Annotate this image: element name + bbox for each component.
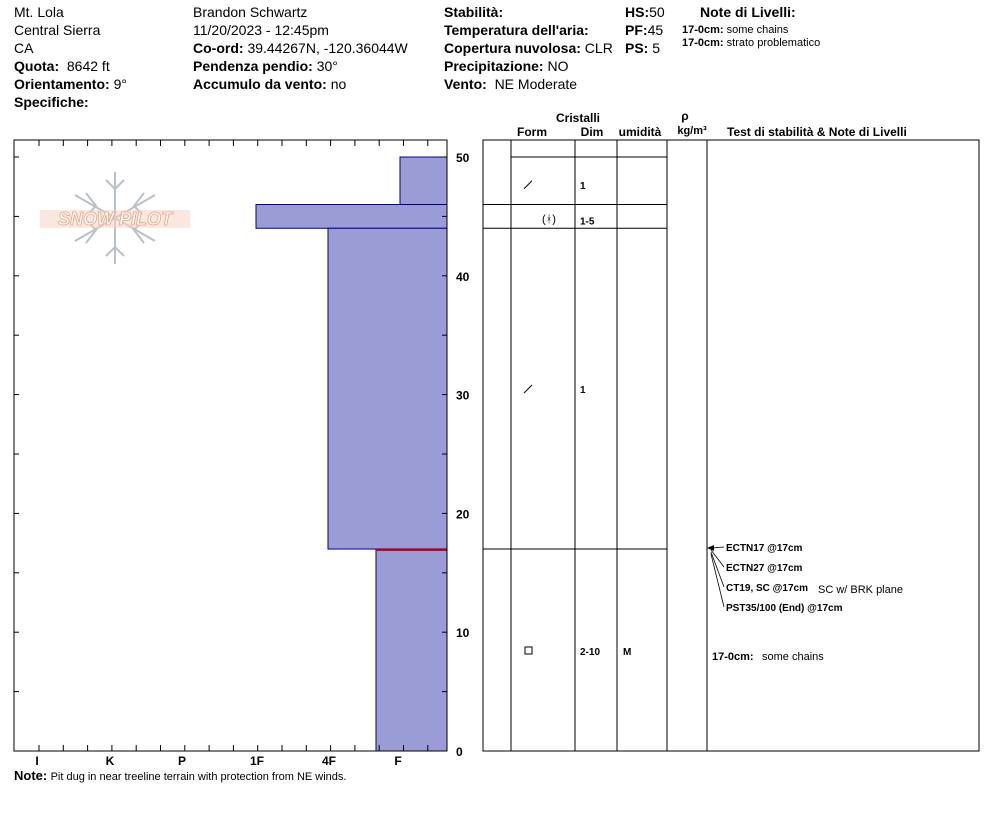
layer-rows: [483, 157, 667, 658]
layer-table-frame: [483, 140, 979, 751]
note-label: Note:: [14, 768, 48, 783]
range-name: Central Sierra: [14, 22, 101, 38]
y-tick-label: 20: [456, 507, 470, 522]
elevation-label: Quota:: [14, 58, 60, 74]
datetime: 11/20/2023 - 12:45pm: [193, 22, 329, 38]
hardness-layer-bar: [376, 549, 447, 751]
snowpilot-logo: [40, 172, 190, 264]
layer-note-text: some chains: [726, 24, 789, 36]
layer-note-depth: 17-0cm:: [712, 651, 754, 663]
rho-header: ρ: [681, 109, 689, 123]
wind-value: NE Moderate: [494, 76, 578, 92]
stability-label: Stabilità:: [444, 4, 504, 20]
wind-load-value: no: [330, 76, 347, 92]
aspect-value: 9°: [113, 76, 127, 92]
wind-load-label: Accumulo da vento:: [193, 76, 327, 92]
x-tick-label: K: [105, 754, 115, 768]
layer-note-depth: 17-0cm:: [682, 37, 724, 49]
test-code: CT19, SC @17cm: [726, 583, 809, 594]
elevation-value: 8642 ft: [66, 58, 110, 74]
test-code: ECTN27 @17cm: [726, 563, 803, 574]
y-tick-label: 50: [456, 151, 470, 165]
note-text: Pit dug in near treeline terrain with protection from NE winds.: [50, 771, 347, 783]
air-temp-label: Temperatura dell'aria:: [444, 22, 589, 38]
pf: [625, 22, 663, 39]
location-name: Mt. Lola: [14, 4, 64, 20]
density-header: kg/m³: [677, 125, 707, 137]
ps: [625, 40, 660, 57]
x-tick-label: 1F: [249, 754, 265, 768]
coord-label: Co-ord:: [193, 40, 244, 56]
ps-value: 5: [652, 40, 661, 56]
hardness-layer-bar: [256, 205, 447, 229]
test-arrow-icon: [707, 545, 714, 551]
test-leader-line: [711, 547, 724, 548]
moisture-header: umidità: [618, 125, 662, 139]
y-tick-label: 40: [456, 269, 470, 284]
precip-label: Precipitazione:: [444, 58, 544, 74]
layer-note-item: [682, 37, 820, 50]
form-header: Form: [517, 125, 547, 139]
wind-label: Vento:: [444, 76, 487, 92]
precip-value: NO: [547, 58, 569, 74]
test-code: ECTN17 @17cm: [726, 543, 803, 554]
x-tick-label: 4F: [321, 754, 337, 768]
x-tick-label: F: [394, 754, 402, 768]
test-leader-line: [711, 552, 724, 587]
hardness-layer-bar: [328, 228, 447, 549]
x-tick-label: I: [35, 754, 39, 768]
slope-value: 30°: [316, 58, 338, 74]
slope-label: Pendenza pendio:: [193, 58, 313, 74]
test-code: PST35/100 (End) @17cm: [726, 603, 843, 614]
footer-note: [14, 767, 346, 786]
crystal-size: 1: [580, 180, 586, 192]
hardness-profile-chart: [0, 0, 470, 790]
y-tick-label: 30: [456, 388, 470, 403]
crystal-size: 1-5: [580, 216, 595, 228]
crystal-form-icon: [524, 181, 532, 189]
moisture-value: M: [623, 647, 632, 658]
hardness-layers: [256, 157, 447, 751]
hs-label: HS:: [625, 4, 650, 20]
hs-value: 50: [649, 4, 665, 20]
logo-text: SNOW PILOT: [58, 209, 172, 229]
stability-tests: [707, 543, 903, 663]
crystal-form-icon: (ᚼ): [542, 213, 556, 226]
aspect-label: Orientamento:: [14, 76, 110, 92]
crystal-size: 1: [580, 385, 586, 396]
test-note: SC w/ BRK plane: [818, 584, 903, 596]
pf-value: 45: [647, 22, 664, 38]
crystal-form-icon: [525, 647, 532, 654]
test-leader-line: [711, 550, 724, 567]
y-tick-label: 10: [456, 626, 470, 641]
ps-label: PS:: [625, 40, 649, 56]
crystals-header: Cristalli: [555, 111, 601, 125]
hardness-layer-bar: [400, 157, 447, 205]
layer-note-text: some chains: [762, 651, 824, 663]
cloud-label: Copertura nuvolosa:: [444, 40, 581, 56]
state-name: CA: [14, 40, 34, 56]
size-header: Dim: [580, 125, 604, 139]
layer-notes-title: Note di Livelli:: [700, 4, 796, 20]
observer: Brandon Schwartz: [193, 4, 308, 20]
hs: [625, 4, 665, 21]
tests-header: Test di stabilità & Note di Livelli: [727, 125, 907, 139]
x-tick-label: P: [177, 754, 187, 768]
cloud-value: CLR: [584, 40, 613, 56]
layer-note-depth: 17-0cm:: [682, 24, 724, 36]
layer-note-text: strato problematico: [726, 37, 821, 49]
layer-note-item: [682, 24, 788, 37]
y-tick-label: 0: [456, 745, 463, 759]
coord-value: 39.44267N, -120.36044W: [247, 40, 408, 56]
crystal-size: 2-10: [580, 647, 601, 658]
specifics-label: Specifiche:: [14, 94, 89, 110]
pf-label: PF:: [625, 22, 648, 38]
test-leader-line: [711, 554, 724, 607]
crystal-form-icon: [524, 385, 532, 393]
